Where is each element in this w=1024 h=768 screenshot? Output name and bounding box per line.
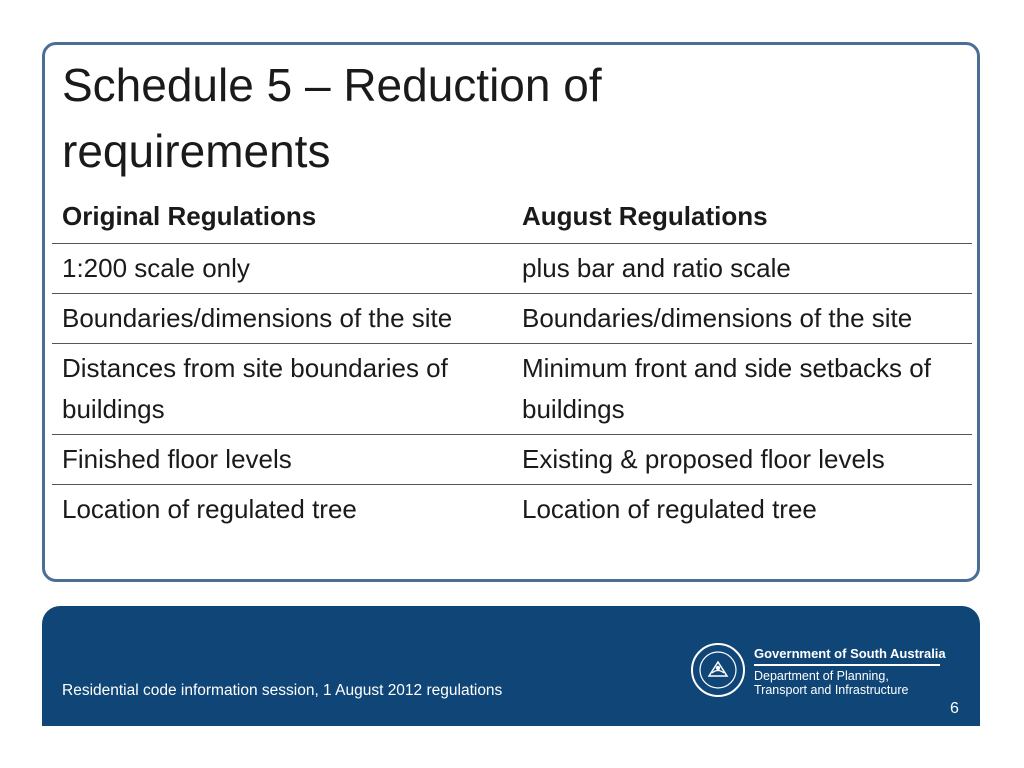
table-cell-august: Minimum front and side setbacks of buildings: [512, 344, 972, 435]
table-cell-august: Location of regulated tree: [522, 494, 817, 524]
table-cell-august: plus bar and ratio scale: [512, 244, 972, 294]
footer-band: [42, 606, 980, 726]
table-row: [52, 344, 972, 435]
table-cell-august: Existing & proposed floor levels: [512, 435, 972, 485]
table-row: [52, 485, 972, 535]
government-divider: [754, 664, 940, 666]
table-cell-original: Location of regulated tree: [62, 494, 357, 524]
department-name-line1: Department of Planning,: [754, 669, 889, 683]
slide-title: Schedule 5 – Reduction of requirements: [62, 59, 602, 177]
regulations-table: [52, 190, 972, 534]
table-cell-original: 1:200 scale only: [52, 244, 512, 294]
table-cell-august: Boundaries/dimensions of the site: [512, 294, 972, 344]
footer-text: Residential code information session, 1 August 2012 regulations: [62, 682, 503, 699]
table-cell-original: Finished floor levels: [52, 435, 512, 485]
table-cell-original: Boundaries/dimensions of the site: [52, 294, 512, 344]
table-row: [52, 244, 972, 294]
table-cell-original: Distances from site boundaries of buildings: [52, 344, 512, 435]
column-header-original: Original Regulations: [52, 190, 512, 244]
table-row: [52, 294, 972, 344]
table-header-row: [52, 190, 972, 244]
table-row: [52, 435, 972, 485]
government-name: Government of South Australia: [754, 646, 946, 661]
government-logo-icon: [690, 642, 746, 698]
column-header-august: August Regulations: [512, 190, 972, 244]
page-number: 6: [950, 700, 959, 717]
department-name-line2: Transport and Infrastructure: [754, 683, 909, 697]
